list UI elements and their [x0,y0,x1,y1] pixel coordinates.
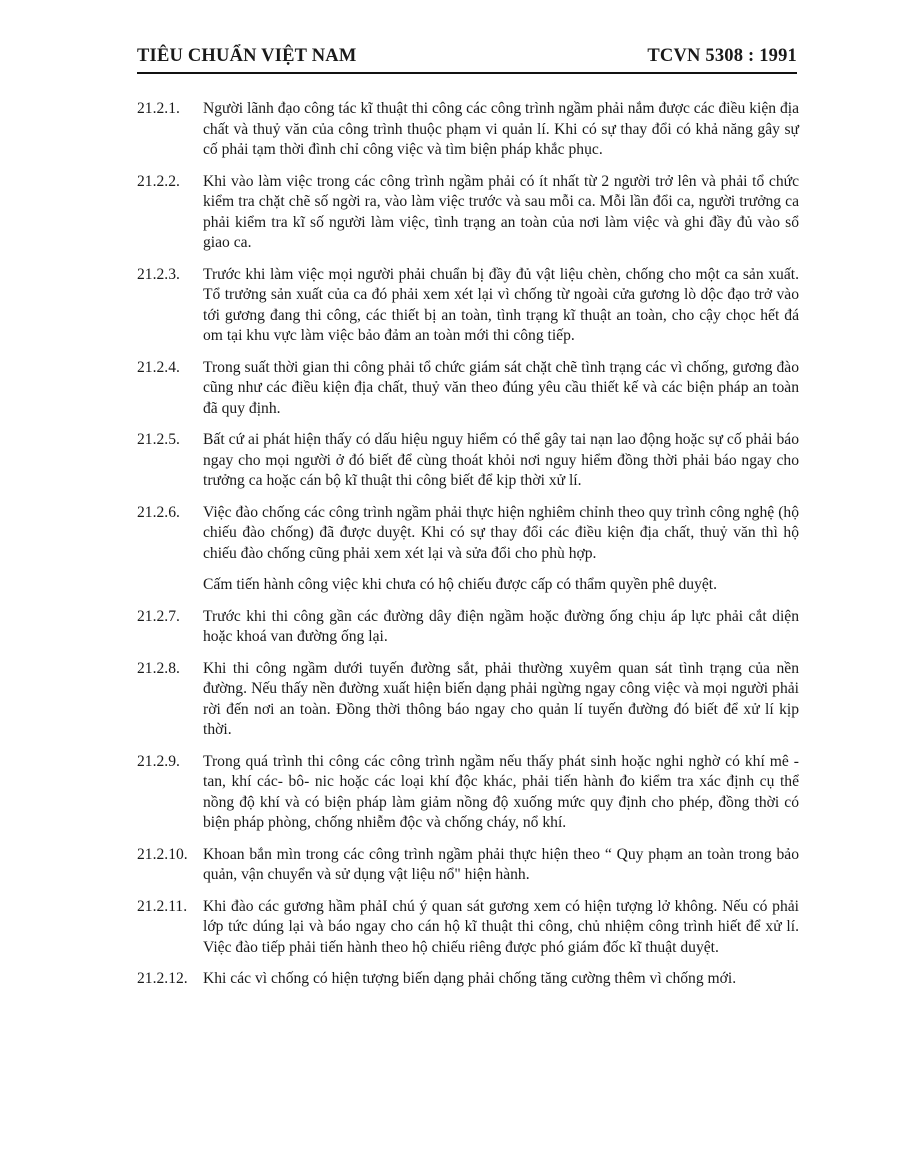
clause-21-2-12 [137,969,799,990]
clause-paragraph: Trước khi làm việc mọi người phải chuẩn bị đầy đủ vật liệu chèn, chống cho một ca sản xuất. Tổ trưởng sản xuất của ca đó phải xem xét lại vì chống từ ngoài cửa gương lò dộc đạo trở vào tới gương đang thi công, các thiết bị an toàn, tình trạng kĩ thuật an toàn, cho cậy chọc hết đá om tại khu vực làm việc bảo đảm an toàn mới thi công tiếp. [203,265,799,344]
clause-number: 21.2.10. [137,845,188,863]
clause-paragraph: Khi thi công ngầm dưới tuyến đường sắt, phải thường xuyêm quan sát tình trạng của nền đường. Nếu thấy nền đường xuất hiện biến dạng phải ngừng ngay công việc và mọi người phải rời đến nơi an toàn. Đồng thời thông báo ngay cho quản lí tuyến đường đó biết để xử lí kịp thời. [203,659,799,738]
clause-paragraph: Khi đào các gương hầm phảI chú ý quan sát gương xem có hiện tượng lở không. Nếu có phải lớp tức dúng lại và báo ngay cho cán hộ kĩ thuật thi công, chủ nhiệm công trình hiết để xử lí. Việc đào tiếp phải tiến hành theo hộ chiếu riêng được phó giám đốc kĩ thuật duyệt. [203,897,799,956]
clause-number: 21.2.12. [137,970,188,987]
clause-paragraph: Trước khi thi công gần các đường dây điện ngầm hoặc đường ống chịu áp lực phải cắt diện hoặc khoá van đường ống lại. [203,607,799,645]
clause-21-2-1 [137,99,799,161]
clause-text [203,752,799,834]
header-divider [137,72,797,74]
clause-text [203,265,799,347]
clause-text [203,897,799,959]
clause-number: 21.2.5. [137,431,180,448]
document-body [137,99,799,1001]
clause-number: 21.2.4. [137,358,180,376]
clause-21-2-10 [137,845,799,886]
clause-number: 21.2.6. [137,503,180,521]
clause-text [203,845,799,886]
clause-number: 21.2.2. [137,172,180,190]
clause-text [203,659,799,741]
clause-paragraph-extra: Cấm tiến hành công việc khi chưa có hộ chiếu được cấp có thẩm quyền phê duyệt. [203,576,718,593]
clause-text [203,358,799,420]
clause-number: 21.2.7. [137,607,180,625]
clause-text [203,99,799,161]
clause-paragraph: Khi các vì chống có hiện tượng biến dạng phải chống tăng cường thêm vì chống mới. [203,970,737,987]
clause-text [203,607,799,648]
header-standard-name: TIÊU CHUẨN VIỆT NAM [137,46,357,66]
clause-text [203,172,799,254]
clause-paragraph: Khi vào làm việc trong các công trình ngầm phải có ít nhất từ 2 người trở lên và phải tổ chức kiểm tra chặt chẽ số ngời ra, vào làm việc trước và sau mỗi ca. Mỗi lần đổi ca, người trưởng ca phải kiểm tra kĩ số người làm việc, tình trạng an toàn của nơi làm việc và ghi đầy đủ vào sổ giao ca. [203,172,799,251]
clause-21-2-7 [137,607,799,648]
clause-paragraph: Người lãnh đạo công tác kĩ thuật thi công các công trình ngầm phải nắm được các điều kiện địa chất và thuỷ văn của công trình thuộc phạm vi quản lí. Khi có sự thay đổi có khả năng gây sự cố phải tạm thời đình chỉ công việc và tìm biện pháp khắc phục. [203,100,799,158]
clause-number: 21.2.9. [137,752,180,770]
clause-paragraph: Bất cứ ai phát hiện thấy có dấu hiệu nguy hiểm có thể gây tai nạn lao động hoặc sự cố phải báo ngay cho mọi người ở đó biết để cùng thoát khỏi nơi nguy hiểm đồng thời phải báo ngay cho trưởng ca hoặc cán bộ kĩ thuật thi công biết để kịp thời xử lí. [203,431,799,489]
clause-21-2-3 [137,265,799,347]
header-standard-code: TCVN 5308 : 1991 [647,46,797,66]
clause-21-2-6 [137,503,799,596]
clause-21-2-8 [137,659,799,741]
clause-21-2-11 [137,897,799,959]
clause-paragraph: Trong suất thời gian thi công phải tổ chức giám sát chặt chẽ tình trạng các vì chống, gương đào cũng như các điều kiện địa chất, thuỷ văn theo đúng yêu cầu thiết kế và các biện pháp an toàn đã quy định. [203,358,799,417]
clause-number: 21.2.11. [137,897,188,915]
clause-number: 21.2.3. [137,265,180,283]
clause-text [203,969,799,990]
clause-number: 21.2.8. [137,659,180,677]
clause-21-2-9 [137,752,799,834]
clause-paragraph: Trong quá trình thi công các công trình ngầm nếu thấy phát sinh hoặc nghi nghờ có khí mê - tan, khí các- bô- nic hoặc các loại khí độc khác, phải tiến hành đo kiểm tra xác định cụ thể nồng độ khí và có biện pháp làm giảm nồng độ xuống mức quy định cho phép, đồng thời có biện pháp phòng, chống nhiễm độc và chống cháy, nổ khí. [203,752,799,831]
clause-text [203,503,799,596]
clause-21-2-4 [137,358,799,420]
clause-text [203,430,799,492]
page-header [137,46,797,67]
clause-21-2-2 [137,172,799,254]
clause-number: 21.2.1. [137,100,180,117]
clause-paragraph: Khoan bắn mìn trong các công trình ngầm phải thực hiện theo “ Quy phạm an toàn trong bảo quản, vận chuyển và sử dụng vật liệu nổ" hiện hành. [203,845,799,883]
clause-paragraph: Việc đào chống các công trình ngầm phải thực hiện nghiêm chỉnh theo quy trình công nghệ (hộ chiếu đào chống) đã được duyệt. Khi có sự thay đổi các điều kiện địa chất, thuỷ văn thì hộ chiếu đào chống cũng phải xem xét lại và sửa đổi cho phù hợp. [203,503,799,562]
clause-21-2-5 [137,430,799,492]
